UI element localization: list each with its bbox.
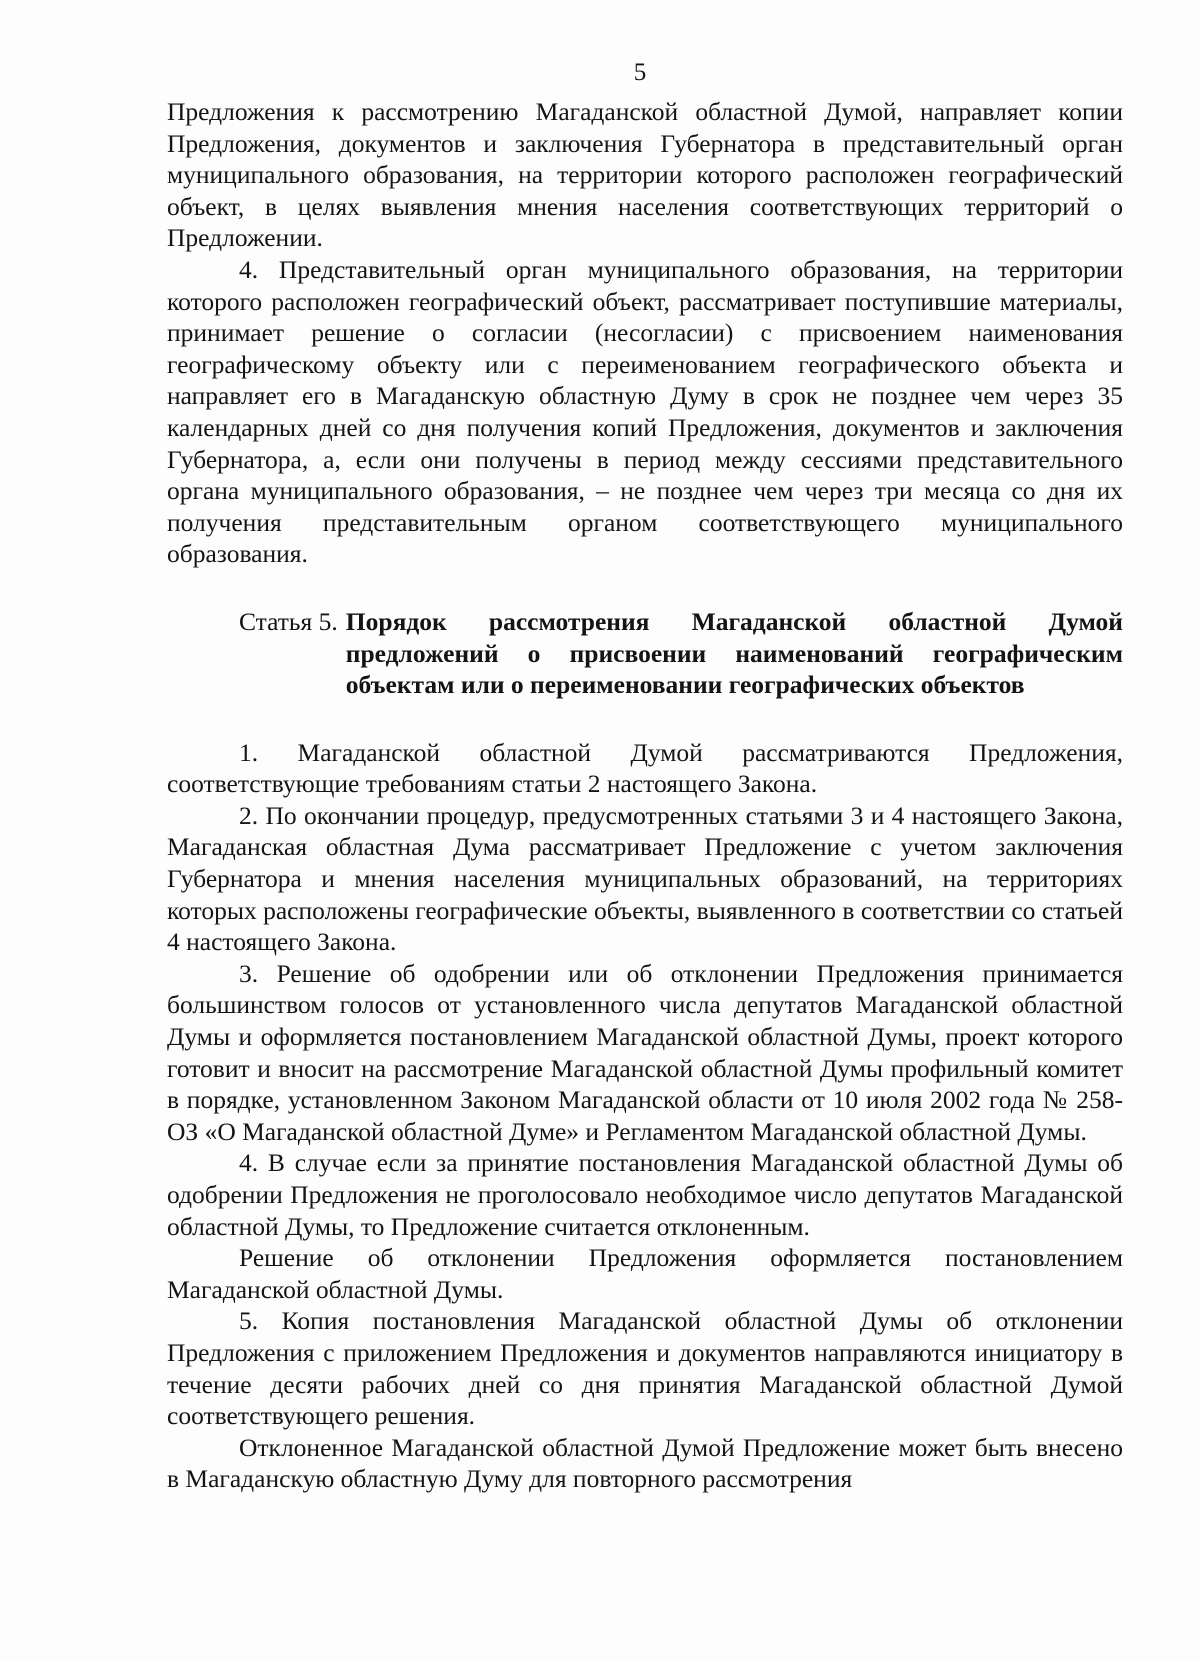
paragraph-item-4b: 4. В случае если за принятие постановления Магаданской областной Думы об одобрении Предложения не проголосовало необходимое число депутатов Магаданской областной Думы, то Предложение считается отклоненным. — [167, 1148, 1123, 1241]
paragraph-item-1: 1. Магаданской областной Думой рассматриваются Предложения, соответствующие требованиям статьи 2 настоящего Закона. — [167, 737, 1123, 799]
paragraph-item-5: 5. Копия постановления Магаданской областной Думы об отклонении Предложения с приложением Предложения и документов направляются инициатору в течение десяти рабочих дней со дня принятия Магаданской областной Думой соответствующего решения. — [167, 1306, 1123, 1431]
paragraph-item-3: 3. Решение об одобрении или об отклонении Предложения принимается большинством голосов от установленного числа депутатов Магаданской областной Думы и оформляется постановлением Магаданской областной Думы, проект которого готовит и вносит на рассмотрение Магаданской областной Думы профильный комитет в порядке, установленном Законом Магаданской области от 10 июля 2002 года № 258-ОЗ «О Магаданской областной Думе» и Регламентом Магаданской областной Думы. — [167, 958, 1123, 1146]
paragraph-item-4: 4. Представительный орган муниципального образования, на территории которого расположен географический объект, рассматривает поступившие материалы, принимает решение о согласии (несогласии) с присвоением наименования географическому объекту или с переименованием географического объекта и направляет его в Магаданскую областную Думу в срок не позднее чем через 35 календарных дней со дня получения копий Предложения, документов и заключения Губернатора, а, если они получены в период между сессиями представительного органа муниципального образования, – не позднее чем через три месяца со дня их получения представительным органом соответствующего муниципального образования. — [167, 254, 1123, 569]
article-title: Порядок рассмотрения Магаданской областной Думой предложений о присвоении наименований географическим объектам или о переименовании географических объектов — [345, 606, 1123, 700]
paragraph-item-2: 2. По окончании процедур, предусмотренных статьями 3 и 4 настоящего Закона, Магаданская областная Дума рассматривает Предложение с учетом заключения Губернатора и мнения населения муниципальных образований, на территориях которых расположены географические объекты, выявленного в соответствии со статьей 4 настоящего Закона. — [167, 800, 1123, 957]
article-heading — [167, 606, 1123, 701]
document-body — [167, 96, 1123, 1495]
paragraph-resubmission: Отклоненное Магаданской областной Думой Предложение может быть внесено в Магаданскую областную Думу для повторного рассмотрения — [167, 1432, 1123, 1494]
page-number: 5 — [633, 59, 647, 86]
paragraph-continuation: Предложения к рассмотрению Магаданской областной Думой, направляет копии Предложения, документов и заключения Губернатора в представительный орган муниципального образования, на территории которого расположен географический объект, в целях выявления мнения населения соответствующих территорий о Предложении. — [167, 97, 1123, 253]
article-label: Статья 5. — [239, 606, 338, 636]
paragraph-rejection-decision: Решение об отклонении Предложения оформляется постановлением Магаданской областной Думы. — [167, 1243, 1123, 1304]
